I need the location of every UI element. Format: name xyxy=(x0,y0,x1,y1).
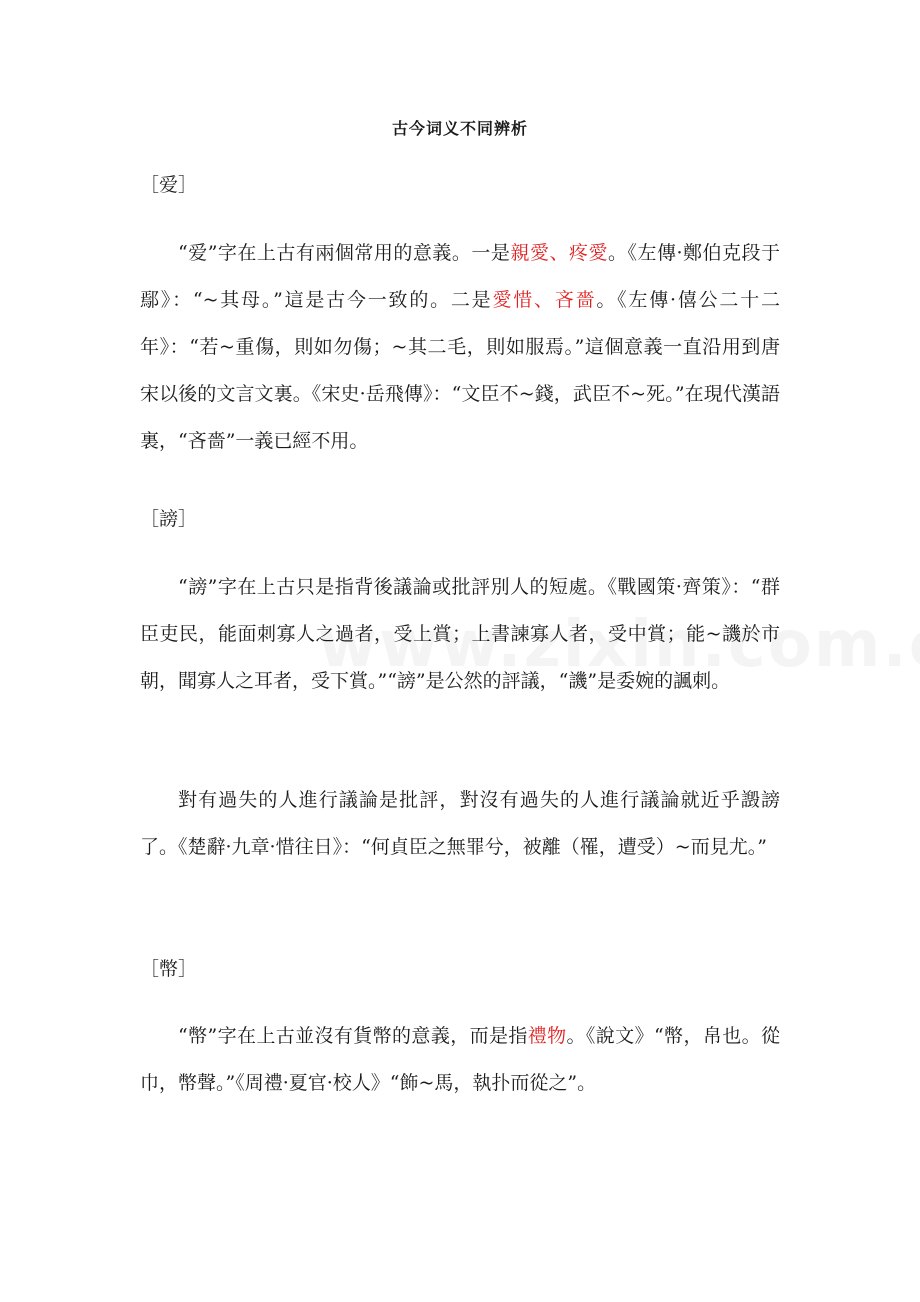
text-segment: 對有過失的人進行議論是批評，對沒有過失的人進行議論就近乎譭謗了。《楚辭·九章·惜往日》：“何貞臣之無罪兮，被離（罹，遭受）~而見尤。” xyxy=(140,789,780,858)
page-title: 古今词义不同辨析 xyxy=(391,119,528,138)
highlighted-term: 愛惜、吝嗇 xyxy=(492,289,597,311)
text-segment: 。《左傳·僖公二十二年》：“若~重傷，則如勿傷；~其二毛，則如服焉。”這個意義一直沿用到唐宋以後的文言文裏。《宋史·岳飛傳》：“文臣不~錢，武臣不~死。”在現代漢語裏，“吝嗇”一義已經不用。 xyxy=(140,289,780,452)
text-segment: “謗”字在上古只是指背後議論或批評別人的短處。《戰國策·齊策》：“群臣吏民，能面刺寡人之過者，受上賞；上書諫寡人者，受中賞；能~譏於市朝，聞寡人之耳者，受下賞。”“謗”是公然的評議，“譏”是委婉的諷刺。 xyxy=(140,576,780,692)
section-heading-bi: ［幣］ xyxy=(140,958,198,980)
highlighted-term: 親愛、疼愛 xyxy=(510,242,608,264)
text-segment: 。《左傳·鄭伯克段于鄢》：“~其母。”這是古今一致的。二是 xyxy=(140,242,780,311)
text-segment: “爱”字在上古有兩個常用的意義。一是 xyxy=(178,242,511,264)
text-segment: 。《說文》“幣，帛也。從巾，幣聲。”《周禮·夏官·校人》“飾~馬，執扑而從之”。 xyxy=(140,1025,780,1094)
section-heading-bang: ［謗］ xyxy=(140,508,198,530)
highlighted-term: 禮物 xyxy=(527,1025,567,1047)
paragraph-bang-1 xyxy=(140,564,780,705)
section-heading-ai: ［爱］ xyxy=(140,174,198,196)
paragraph-bi-1 xyxy=(140,1013,780,1107)
paragraph-bang-2 xyxy=(140,777,780,871)
text-segment: “幣”字在上古並沒有貨幣的意義，而是指 xyxy=(178,1025,528,1047)
paragraph-ai-1 xyxy=(140,230,780,465)
